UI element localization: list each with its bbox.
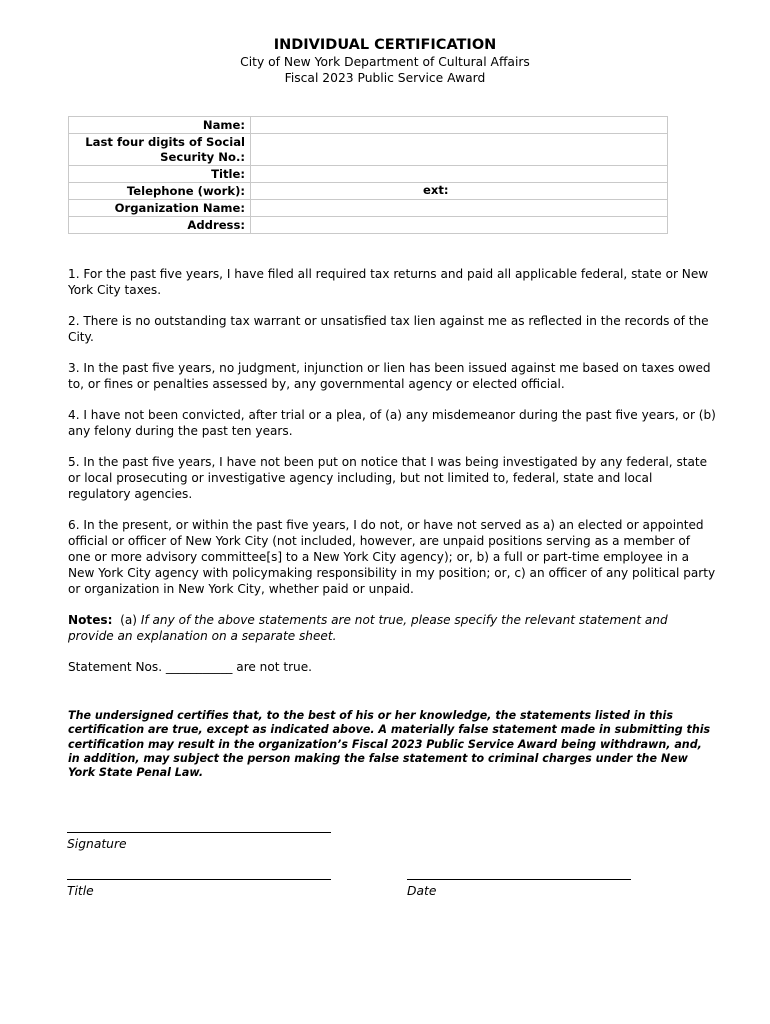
date-line[interactable] [407, 879, 631, 880]
ssn-row [69, 134, 668, 166]
award-name: Fiscal 2023 Public Service Award [284, 71, 486, 85]
address-field[interactable] [251, 217, 668, 234]
notes-paragraph [68, 612, 716, 644]
applicant-info-table [68, 116, 668, 234]
ssn-field[interactable] [251, 134, 668, 166]
notes-prefix: (a) [112, 613, 141, 627]
statements-section [68, 266, 716, 795]
telephone-field[interactable] [251, 183, 668, 200]
telephone-row [69, 183, 668, 200]
document-header [0, 36, 770, 86]
address-row [69, 217, 668, 234]
title-signature-block [67, 879, 331, 898]
address-label: Address: [69, 217, 251, 234]
signature-caption: Signature [67, 837, 127, 851]
title-label: Title: [69, 166, 251, 183]
statement-2: 2. There is no outstanding tax warrant or unsatisfied tax lien against me as reflected in the records of the City. [68, 314, 709, 344]
ext-label: ext: [423, 183, 449, 197]
ssn-label [69, 134, 251, 166]
title-row [69, 166, 668, 183]
date-caption: Date [407, 884, 437, 898]
date-block [407, 879, 631, 898]
signature-block [67, 832, 331, 851]
statement-3: 3. In the past five years, no judgment, injunction or lien has been issued against me based on taxes owed to, or fines or penalties assessed by, any governmental agency or elected official. [68, 361, 711, 391]
ssn-label-line1: Last four digits of Social [85, 134, 245, 149]
organization-field[interactable] [251, 200, 668, 217]
title-caption: Title [67, 884, 94, 898]
ssn-label-line2: Security No.: [160, 149, 245, 164]
name-field[interactable] [251, 117, 668, 134]
department-name: City of New York Department of Cultural Affairs [240, 55, 530, 69]
name-row [69, 117, 668, 134]
notes-text: If any of the above statements are not true, please specify the relevant statement and provide an explanation on a separate sheet. [68, 613, 668, 643]
signature-line[interactable] [67, 832, 331, 833]
statement-nos-line: Statement Nos. ___________ are not true. [68, 660, 312, 674]
organization-label: Organization Name: [69, 200, 251, 217]
statement-4: 4. I have not been convicted, after trial or a plea, of (a) any misdemeanor during the past five years, or (b) any felony during the past ten years. [68, 408, 716, 438]
statement-1: 1. For the past five years, I have filed all required tax returns and paid all applicable federal, state or New York City taxes. [68, 267, 709, 297]
organization-row [69, 200, 668, 217]
name-label: Name: [69, 117, 251, 134]
telephone-label: Telephone (work): [69, 183, 251, 200]
notes-label: Notes: [68, 613, 113, 627]
statement-5: 5. In the past five years, I have not been put on notice that I was being investigated by any federal, state or local prosecuting or investigative agency including, but not limited to, federal, state and local regulatory agencies. [68, 455, 708, 501]
title-field[interactable] [251, 166, 668, 183]
document-title: INDIVIDUAL CERTIFICATION [273, 37, 497, 53]
statement-6: 6. In the present, or within the past five years, I do not, or have not served as a) an elected or appointed official or officer of New York City (not included, however, are unpaid positions serving as a member of one or more advisory committee[s] to a New York City agency); or, b) a full or part-time employee in a New York City agency with policymaking responsibility in my position; or, c) an officer of any political party or organization in New York City, whether paid or unpaid. [68, 518, 716, 596]
certification-paragraph: The undersigned certifies that, to the best of his or her knowledge, the statements listed in this certification are true, except as indicated above. A materially false statement made in submitting this certification may result in the organization’s Fiscal 2023 Public Service Award being withdrawn, and, in addition, may subject the person making the false statement to criminal charges under the New York State Penal Law. [68, 709, 711, 780]
title-signature-line[interactable] [67, 879, 331, 880]
